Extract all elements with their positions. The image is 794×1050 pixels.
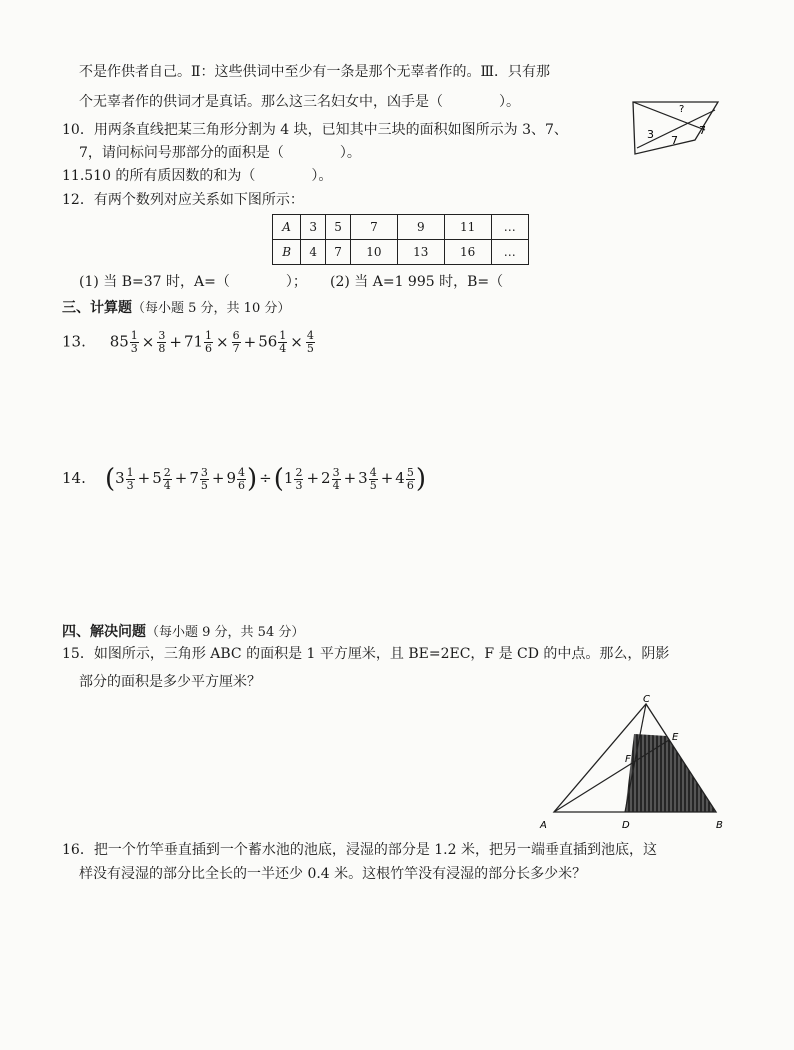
q10-label-3: 3 xyxy=(647,128,654,141)
q10-line2: 7，请问标问号那部分的面积是（ ）。 xyxy=(79,145,361,161)
fraction: $\frac{1}{6}$ xyxy=(205,329,213,355)
fraction: $\frac{1}{3}$ xyxy=(130,329,138,355)
q11: 11.510 的所有质因数的和为（ ）。 xyxy=(62,168,333,184)
table-cell: 13 xyxy=(397,240,444,265)
q13-expression: 13. 85 $\frac{1}{3}$ × $\frac{3}{8}$ + 71 $\frac{1}{6}$ × $\frac{6}{7}$ + 56 $\frac{1}{4}$ × $\frac{4}{5}$ xyxy=(62,329,314,355)
section3-note: （每小题 5 分，共 10 分） xyxy=(132,301,291,316)
q15-label-e: E xyxy=(672,732,679,743)
q15-triangle-figure xyxy=(536,690,736,836)
fraction: $\frac{1}{3}$ xyxy=(126,465,134,492)
q15-label-f: F xyxy=(625,754,631,765)
table-cell: … xyxy=(491,215,528,240)
fraction: $\frac{2}{3}$ xyxy=(295,465,303,492)
q10-label-7a: 7 xyxy=(699,124,706,137)
q15-line2: 部分的面积是多少平方厘米？ xyxy=(79,674,261,690)
table-cell: 10 xyxy=(351,240,398,265)
fraction: $\frac{3}{5}$ xyxy=(200,465,208,492)
q13-number: 13. xyxy=(62,332,86,351)
section3-title: 三、计算题 xyxy=(62,300,132,316)
table-cell: 7 xyxy=(351,215,398,240)
sequence-table xyxy=(272,214,529,265)
table-cell: 4 xyxy=(301,240,326,265)
q15-line1: 15．如图所示，三角形 ABC 的面积是 1 平方厘米，且 BE=2EC，F 是 CD 的中点。那么，阴影 xyxy=(62,646,670,662)
table-cell: 9 xyxy=(397,215,444,240)
q9-line1: 不是作供者自己。Ⅱ：这些供词中至少有一条是那个无辜者作的。Ⅲ．只有那 xyxy=(79,64,551,80)
table-cell: … xyxy=(491,240,528,265)
fraction: $\frac{1}{4}$ xyxy=(279,329,287,355)
fraction: $\frac{4}{5}$ xyxy=(369,465,377,492)
q15-label-d: D xyxy=(622,820,630,831)
q10-label-question: ? xyxy=(679,104,685,115)
section4-heading xyxy=(62,622,304,643)
table-cell: A xyxy=(273,215,301,240)
q16-line1: 16．把一个竹竿垂直插到一个蓄水池的池底，浸湿的部分是 1.2 米，把另一端垂直插到池底，这 xyxy=(62,842,657,858)
fraction: $\frac{6}{7}$ xyxy=(232,329,240,355)
q12-sub2: (2) 当 A=1 995 时，B=（ xyxy=(330,274,504,290)
q9-line2: 个无辜者作的供词才是真话。那么这三名妇女中，凶手是（ ）。 xyxy=(79,94,520,110)
q15-label-c: C xyxy=(643,694,650,705)
section4-note: （每小题 9 分，共 54 分） xyxy=(146,625,305,640)
q10-label-7b: 7 xyxy=(671,134,678,147)
table-cell: 7 xyxy=(326,240,351,265)
fraction: $\frac{5}{6}$ xyxy=(406,465,414,492)
table-cell: 5 xyxy=(326,215,351,240)
table-cell: B xyxy=(273,240,301,265)
q14-expression: 14. (3 $\frac{1}{3}$ + 5 $\frac{2}{4}$ + 7 $\frac{3}{5}$ + 9 $\frac{4}{6}$ ) ÷(1 $\frac{2}{3}$ + 2 $\frac{3}{4}$ + 3 $\frac{4}{5}$ + 4 $\frac{5}{6}$ ) xyxy=(62,464,426,494)
q14-number: 14. xyxy=(62,469,86,487)
section4-title: 四、解决问题 xyxy=(62,624,146,640)
fraction: $\frac{3}{8}$ xyxy=(158,329,166,355)
q12-text: 12．有两个数列对应关系如下图所示： xyxy=(62,192,304,208)
q13-whole1: 85 xyxy=(109,332,129,351)
table-row-a xyxy=(273,215,529,240)
fraction: $\frac{4}{5}$ xyxy=(306,329,314,355)
fraction: $\frac{2}{4}$ xyxy=(163,465,171,492)
table-cell: 11 xyxy=(444,215,491,240)
fraction: $\frac{4}{6}$ xyxy=(238,465,246,492)
section3-heading xyxy=(62,298,290,319)
q12-sub1: (1) 当 B=37 时，A=（ ）； xyxy=(79,274,307,290)
table-cell: 16 xyxy=(444,240,491,265)
table-row-b xyxy=(273,240,529,265)
q15-label-a: A xyxy=(540,820,547,831)
fraction: $\frac{3}{4}$ xyxy=(332,465,340,492)
q13-whole2: 71 xyxy=(183,332,204,351)
table-cell: 3 xyxy=(301,215,326,240)
q16-line2: 样没有浸湿的部分比全长的一半还少 0.4 米。这根竹竿没有浸湿的部分长多少米？ xyxy=(79,866,587,882)
q15-label-b: B xyxy=(716,820,723,831)
q10-line1: 10．用两条直线把某三角形分割为 4 块，已知其中三块的面积如图所示为 3、7、 xyxy=(62,122,568,138)
q10-triangle-figure xyxy=(625,92,725,160)
q13-whole3: 56 xyxy=(258,332,278,351)
